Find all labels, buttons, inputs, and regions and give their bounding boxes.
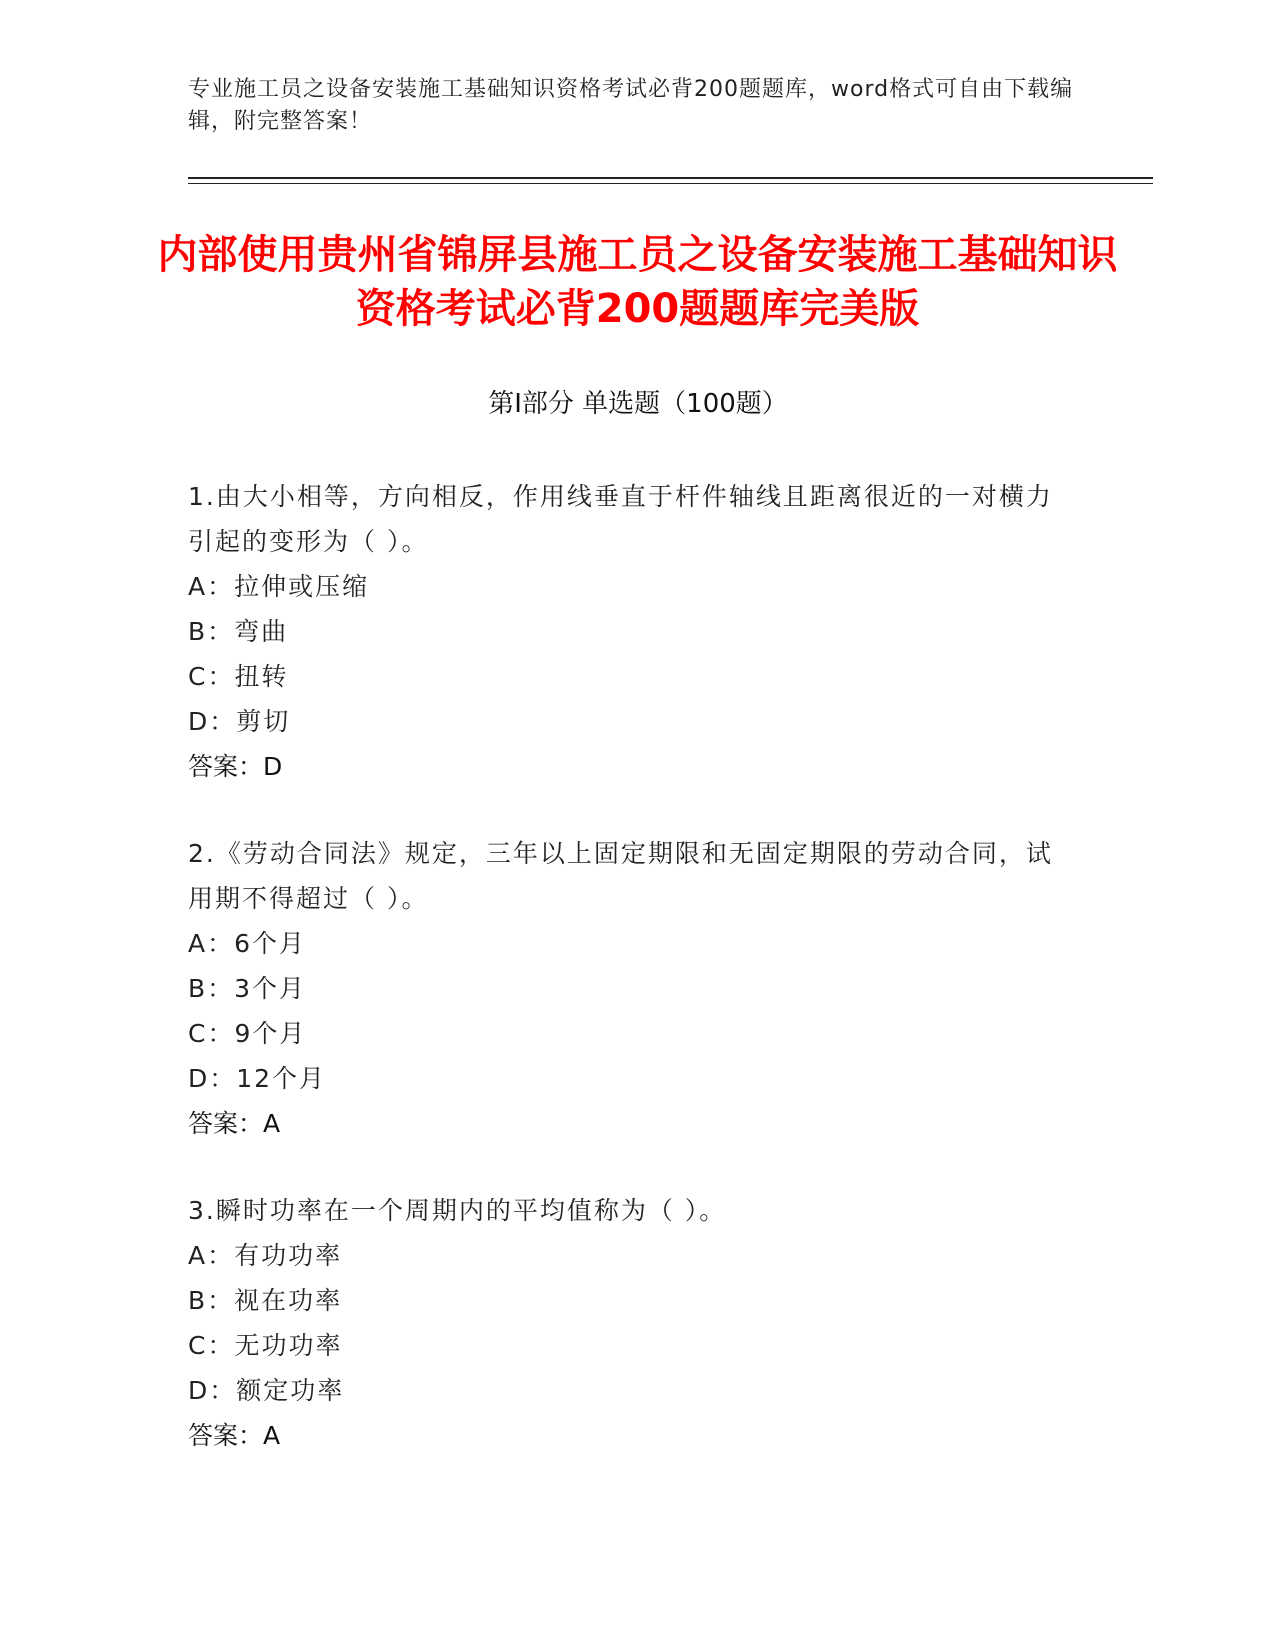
question-stem: 1.由大小相等，方向相反，作用线垂直于杆件轴线且距离很近的一对横力引起的变形为（ ）。 (188, 482, 1053, 556)
option-c: C：9个月 (188, 1019, 307, 1048)
answer: 答案：A (188, 1109, 281, 1138)
question-stem: 2.《劳动合同法》规定，三年以上固定期限和无固定期限的劳动合同，试用期不得超过（ ）。 (188, 839, 1053, 913)
option-c: C：无功功率 (188, 1331, 343, 1360)
option-b: B：弯曲 (188, 617, 289, 646)
section-title: 第Ⅰ部分 单选题（100题） (488, 389, 788, 419)
header-divider-thick (188, 177, 1153, 179)
option-a: A：拉伸或压缩 (188, 572, 370, 601)
question-stem: 3.瞬时功率在一个周期内的平均值称为（ ）。 (188, 1196, 727, 1225)
question-2 (188, 831, 1068, 1146)
header-divider-thin (188, 183, 1153, 184)
option-b: B：视在功率 (188, 1286, 343, 1315)
option-c: C：扭转 (188, 662, 289, 691)
answer: 答案：D (188, 752, 283, 781)
option-d: D：额定功率 (188, 1376, 345, 1405)
header-note: 专业施工员之设备安装施工基础知识资格考试必背200题题库，word格式可自由下载编辑，附完整答案！ (188, 77, 1074, 134)
option-a: A：有功功率 (188, 1241, 343, 1270)
option-d: D：12个月 (188, 1064, 327, 1093)
option-b: B：3个月 (188, 974, 307, 1003)
question-3 (188, 1188, 1068, 1458)
question-1 (188, 474, 1068, 789)
question-list (188, 474, 1068, 1500)
option-a: A：6个月 (188, 929, 307, 958)
document-title: 内部使用贵州省锦屏县施工员之设备安装施工基础知识资格考试必背200题题库完美版 (157, 232, 1118, 332)
answer: 答案：A (188, 1421, 281, 1450)
option-d: D：剪切 (188, 707, 291, 736)
